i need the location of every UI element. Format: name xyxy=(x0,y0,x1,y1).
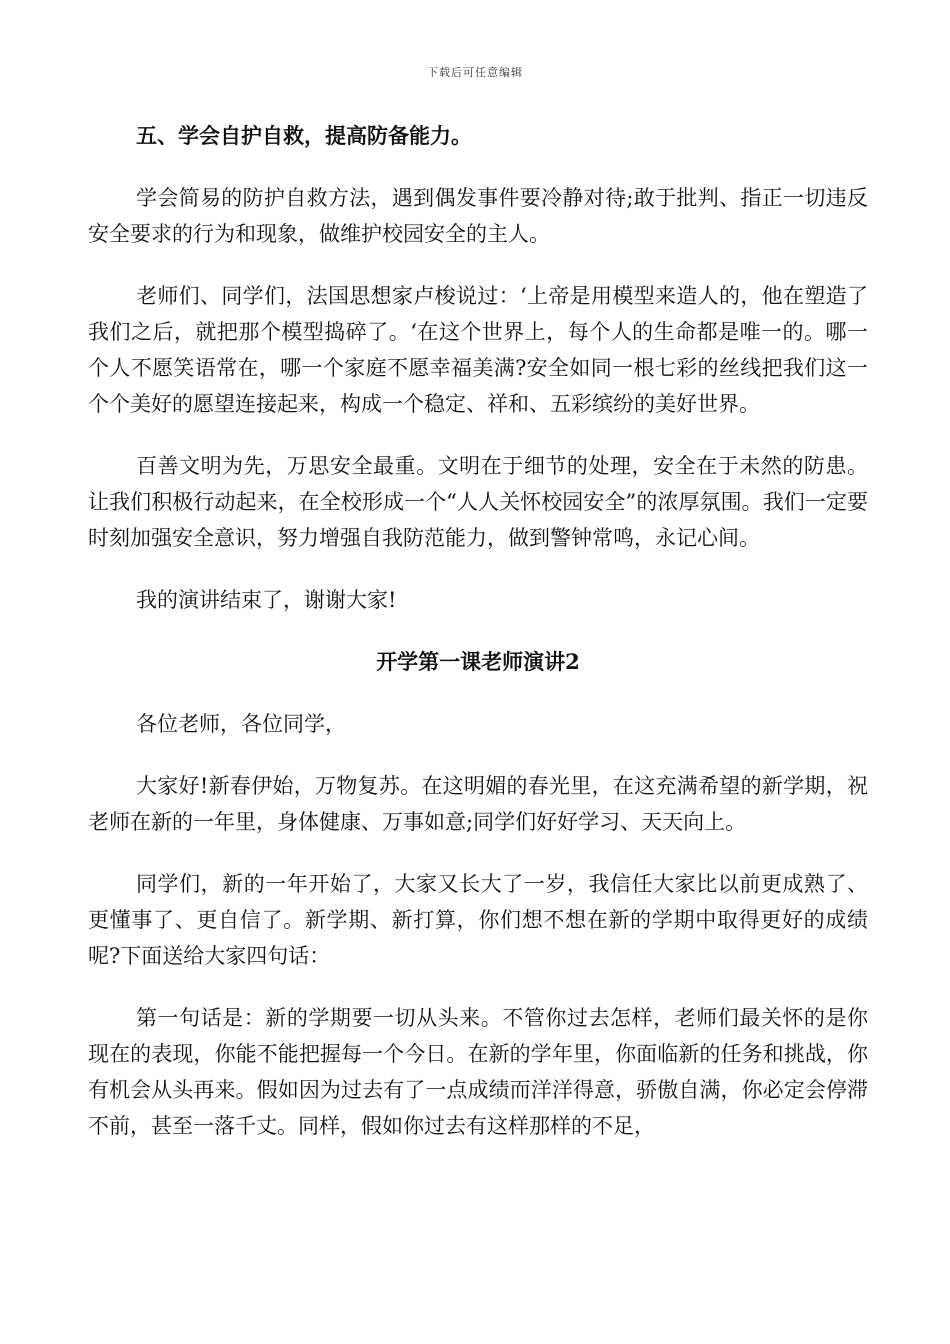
paragraph: 学会简易的防护自救方法，遇到偶发事件要冷静对待;敢于批判、指正一切违反安全要求的行为和现象，做维护校园安全的主人。 xyxy=(88,186,868,246)
header-note: 下载后可任意编辑 xyxy=(427,66,523,79)
document-body xyxy=(88,118,868,1170)
paragraph: 各位老师，各位同学， xyxy=(136,712,346,736)
paragraph: 老师们、同学们，法国思想家卢梭说过：‘上帝是用模型来造人的，他在塑造了我们之后，就把那个模型捣碎了。‘在这个世界上，每个人的生命都是唯一的。哪一个人不愿笑语常在，哪一个家庭不愿幸福美满?安全如同一根七彩的丝线把我们这一个个美好的愿望连接起来，构成一个稳定、祥和、五彩缤纷的美好世界。 xyxy=(88,284,868,416)
paragraph: 我的演讲结束了，谢谢大家! xyxy=(136,588,397,612)
paragraph: 第一句话是：新的学期要一切从头来。不管你过去怎样，老师们最关怀的是你现在的表现，你能不能把握每一个今日。在新的学年里，你面临新的任务和挑战，你有机会从头再来。假如因为过去有了一点成绩而洋洋得意，骄傲自满，你必定会停滞不前，甚至一落千丈。同样，假如你过去有这样那样的不足， xyxy=(88,1006,868,1138)
paragraph: 同学们，新的一年开始了，大家又长大了一岁，我信任大家比以前更成熟了、更懂事了、更自信了。新学期、新打算，你们想不想在新的学期中取得更好的成绩呢?下面送给大家四句话： xyxy=(88,872,868,968)
section-title: 开学第一课老师演讲2 xyxy=(376,649,580,674)
paragraph: 百善文明为先，万思安全最重。文明在于细节的处理，安全在于未然的防患。让我们积极行动起来，在全校形成一个“人人关怀校园安全”的浓厚氛围。我们一定要时刻加强安全意识，努力增强自我防范能力，做到警钟常鸣，永记心间。 xyxy=(88,454,868,550)
section-heading: 五、学会自护自救，提高防备能力。 xyxy=(136,123,472,148)
paragraph: 大家好!新春伊始，万物复苏。在这明媚的春光里，在这充满希望的新学期，祝老师在新的一年里，身体健康、万事如意;同学们好好学习、天天向上。 xyxy=(88,774,868,834)
